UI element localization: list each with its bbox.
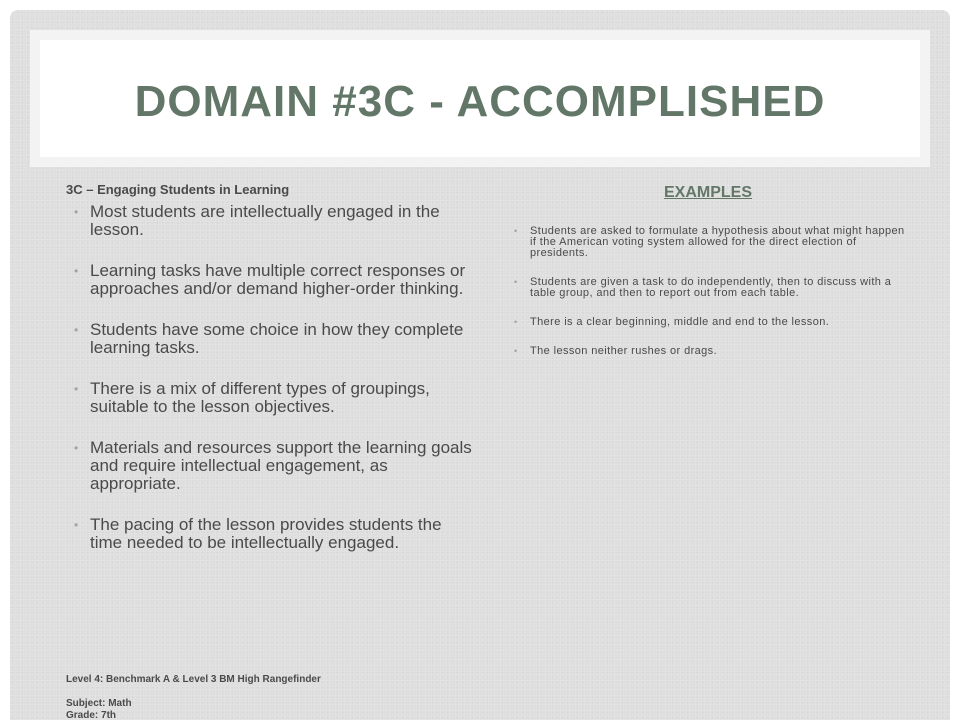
- bullet-dot-icon: •: [514, 277, 518, 287]
- bullet-dot-icon: •: [74, 382, 79, 396]
- footer-notes: [66, 674, 321, 720]
- list-item-text: There is a clear beginning, middle and end to the lesson.: [530, 316, 830, 328]
- list-item: [66, 262, 476, 298]
- examples-list: [506, 226, 910, 357]
- footer-level: Level 4: Benchmark A & Level 3 BM High Rangefinder: [66, 674, 321, 685]
- bullet-dot-icon: •: [514, 226, 518, 236]
- list-item-text: The pacing of the lesson provides students the time needed to be intellectually engaged.: [90, 515, 442, 552]
- list-item-text: Students are asked to formulate a hypothesis about what might happen if the American voting system allowed for the direct election of presidents.: [530, 225, 905, 259]
- slide: [10, 10, 950, 720]
- list-item-text: Most students are intellectually engaged in the lesson.: [90, 202, 440, 239]
- criteria-list: [66, 203, 476, 552]
- title-box: [40, 40, 920, 157]
- list-item: [506, 317, 910, 328]
- examples-heading: EXAMPLES: [663, 184, 752, 201]
- slide-title: DOMAIN #3C - ACCOMPLISHED: [134, 76, 826, 126]
- bullet-dot-icon: •: [74, 441, 79, 455]
- list-item: [66, 321, 476, 357]
- list-item: [66, 516, 476, 552]
- list-item-text: Learning tasks have multiple correct responses or approaches and/or demand higher-order thinking.: [90, 261, 466, 298]
- list-item-text: Students are given a task to do independently, then to discuss with a table group, and then to report out from each table.: [530, 276, 892, 299]
- list-item-text: The lesson neither rushes or drags.: [530, 345, 718, 357]
- footer-grade: Grade: 7th: [66, 710, 117, 720]
- list-item: [506, 346, 910, 357]
- list-item: [66, 380, 476, 416]
- list-item: [66, 203, 476, 239]
- title-frame: [30, 30, 930, 167]
- right-column: [506, 182, 910, 375]
- bullet-dot-icon: •: [514, 317, 518, 327]
- list-item: [506, 226, 910, 259]
- list-item-text: Materials and resources support the learning goals and require intellectual engagement, as appropriate.: [90, 438, 472, 493]
- left-column: [66, 182, 476, 575]
- list-item-text: There is a mix of different types of groupings, suitable to the lesson objectives.: [90, 379, 430, 416]
- bullet-dot-icon: •: [74, 518, 79, 532]
- bullet-dot-icon: •: [74, 205, 79, 219]
- bullet-dot-icon: •: [514, 346, 518, 356]
- bullet-dot-icon: •: [74, 264, 79, 278]
- bullet-dot-icon: •: [74, 323, 79, 337]
- left-heading: 3C – Engaging Students in Learning: [66, 182, 290, 197]
- list-item: [66, 439, 476, 493]
- list-item: [506, 277, 910, 299]
- footer-subject: Subject: Math: [66, 698, 132, 709]
- list-item-text: Students have some choice in how they complete learning tasks.: [90, 320, 464, 357]
